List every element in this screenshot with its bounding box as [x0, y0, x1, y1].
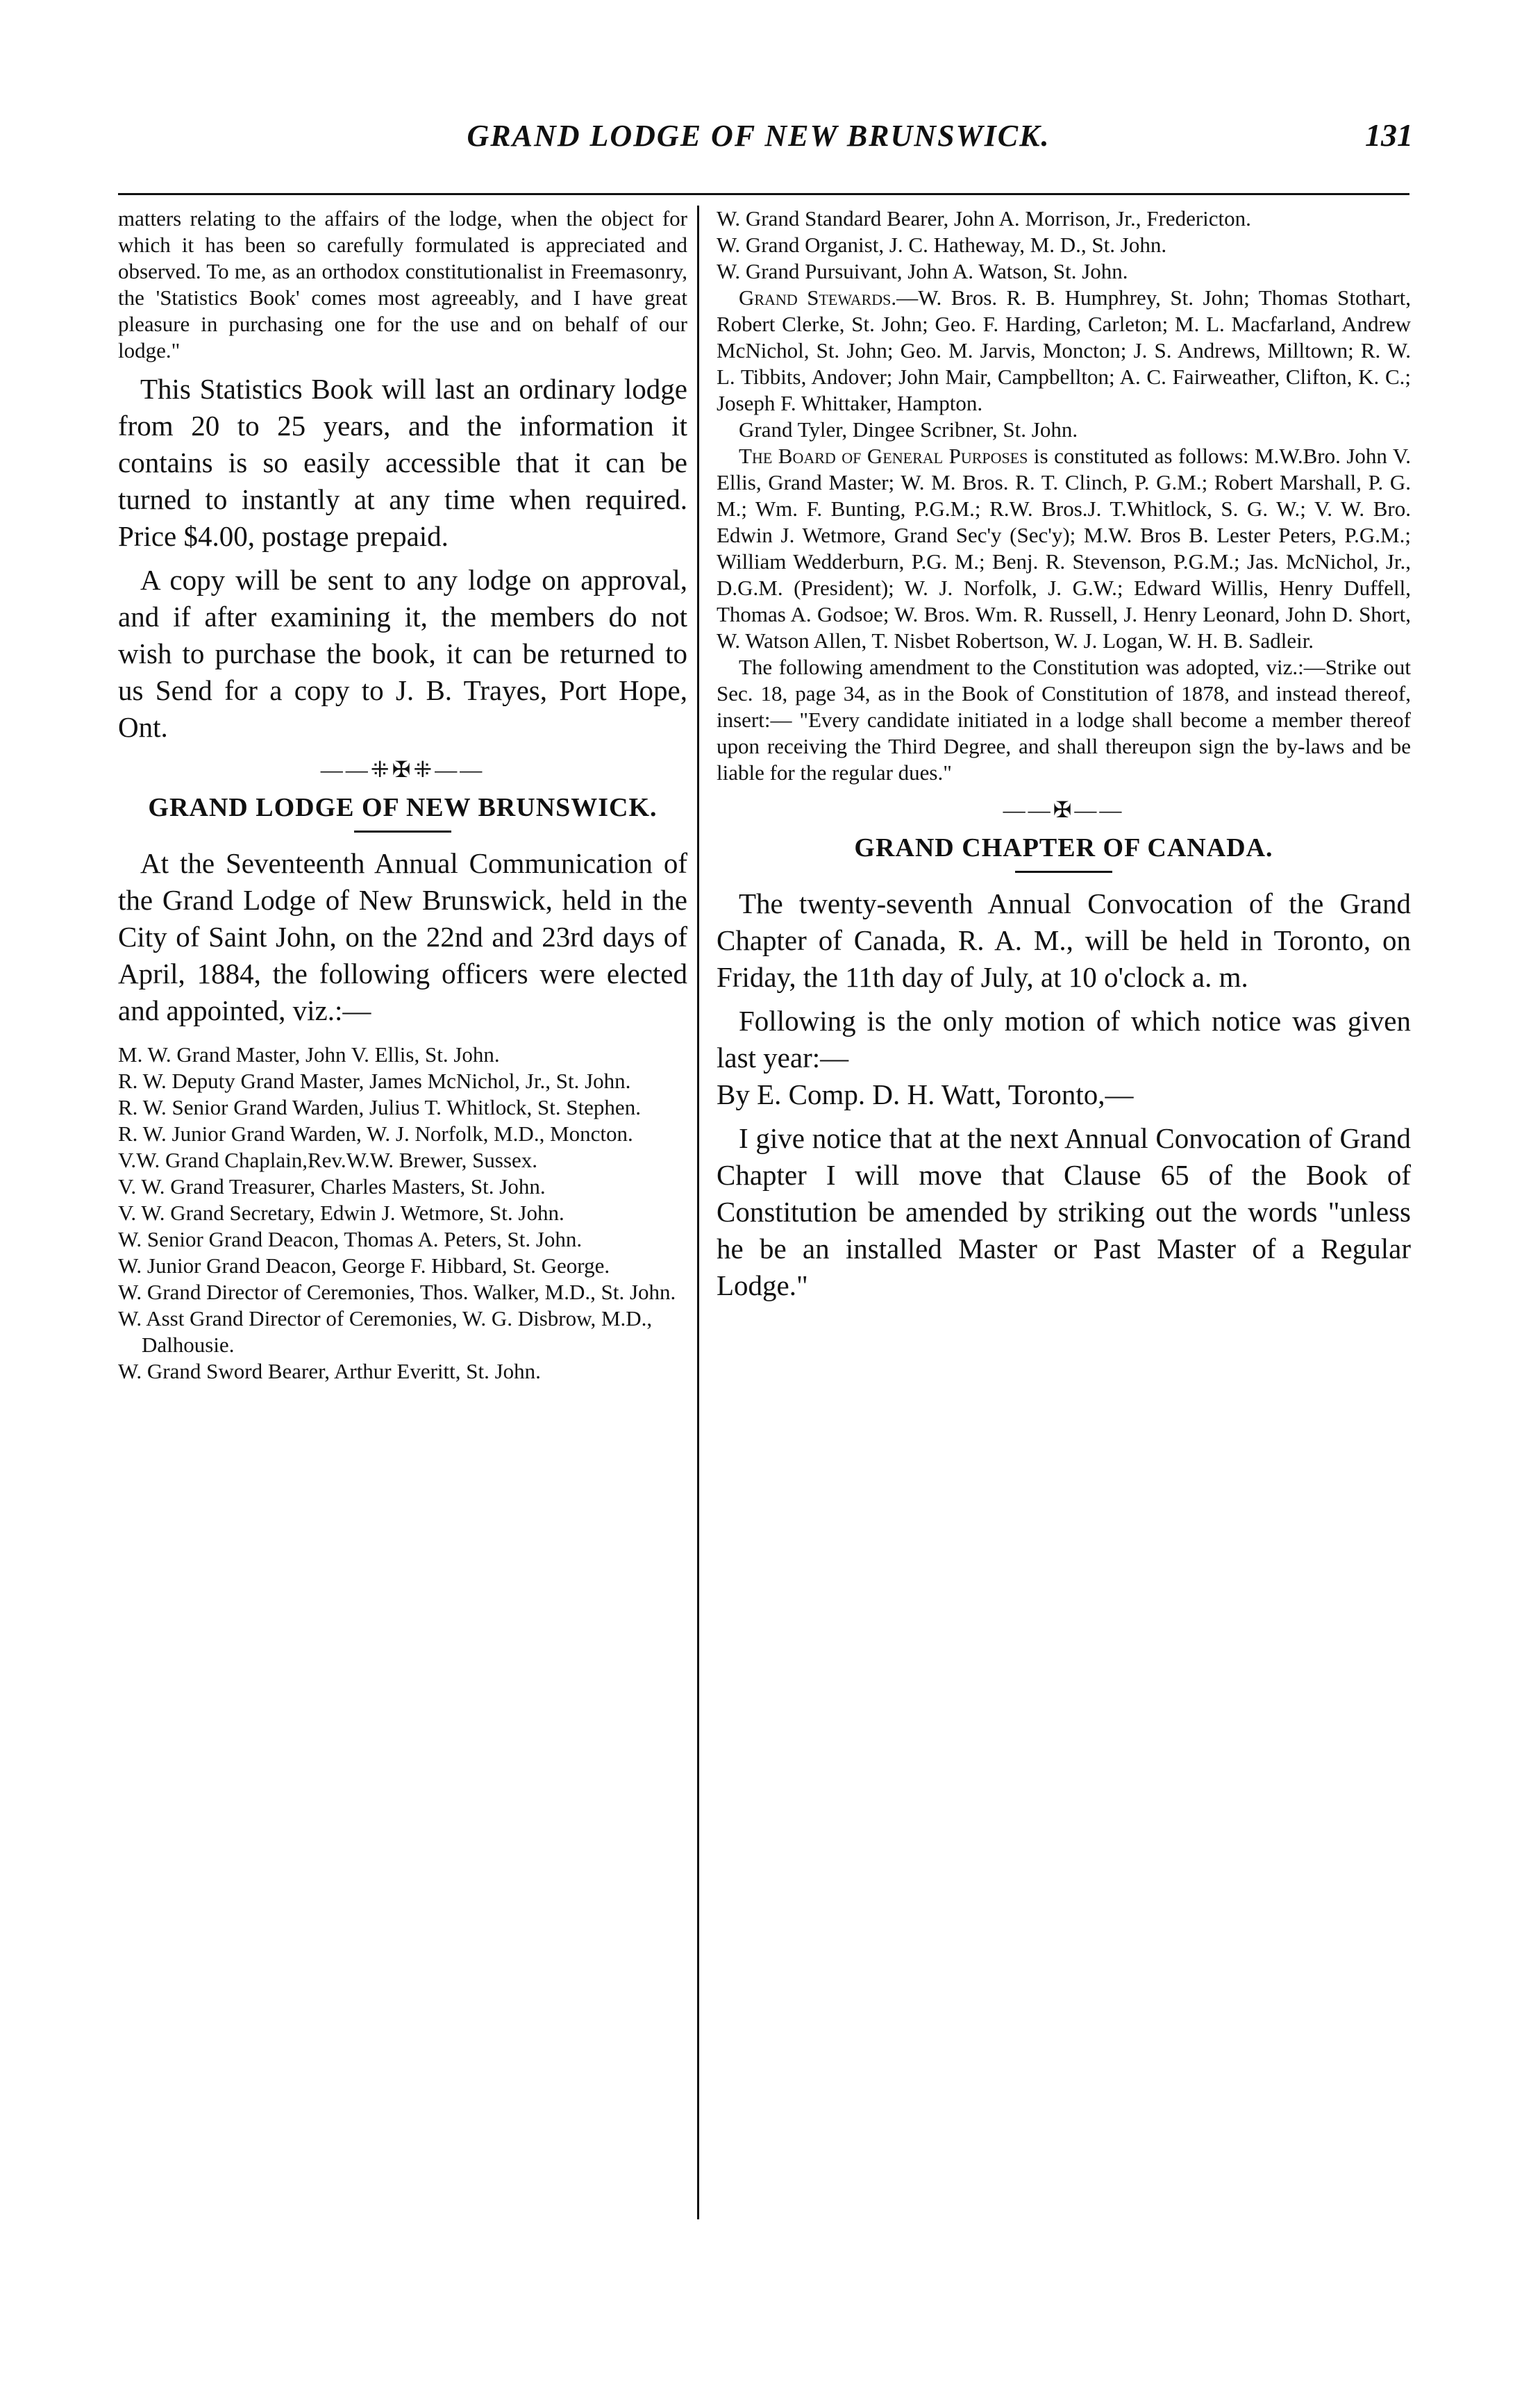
officers-list: [118, 1042, 687, 1385]
communication-paragraph: At the Seventeenth Annual Communication of the Grand Lodge of New Brunswick, held in the City of Saint John, on the 22nd and 23rd days of April, 1884, the following officers were elected and appointed, viz.:—: [118, 847, 687, 1026]
grand-stewards-paragraph: [717, 285, 1411, 417]
intro-quote: matters relating to the affairs of the lodge, when the object for which it has been so carefully formulated is appreciated and observed. To me, as an orthodox constitutionalist in Freemasonry, the 'Statistics Book' comes most agreeably, and I have great pleasure in purchasing one for the use and on behalf of our lodge.": [118, 206, 687, 362]
page-number: 131: [1365, 117, 1413, 153]
board-paragraph: [717, 443, 1411, 654]
motion-paragraph: Following is the only motion of which notice was given last year:—: [717, 1005, 1411, 1074]
ornament-divider: ——⁜✠⁜——: [320, 757, 485, 782]
officer-entry: W. Grand Sword Bearer, Arthur Everitt, St. John.: [118, 1359, 541, 1383]
grand-stewards-label: Grand Stewards.: [739, 285, 897, 310]
officer-entry: R. W. Senior Grand Warden, Julius T. Whitlock, St. Stephen.: [118, 1095, 641, 1119]
convocation-paragraph: The twenty-seventh Annual Convocation of the Grand Chapter of Canada, R. A. M., will be held in Toronto, on Friday, the 11th day of July, at 10 o'clock a. m.: [717, 887, 1411, 993]
officer-entry: W. Grand Organist, J. C. Hatheway, M. D., St. John.: [717, 233, 1167, 257]
header-rule: [118, 193, 1409, 195]
board-text: is constituted as follows: M.W.Bro. John V. Ellis, Grand Master; W. M. Bros. R. T. Clinch, P. G.M.; Robert Marshall, P. G. M.; Wm. F. Bunting, P.G.M.; R.W. Bros.J. T.Whitlock, S. G. W.; V. W. Bro. Edwin J. Wetmore, Grand Sec'y (Sec'y); M.W. Bros B. Lester Peters, P.G.M.; William Wedderburn, P.G. M.; Benj. R. Stevenson, P.G.M.; Jas. McNichol, Jr., D.G.M. (President); W. J. Norfolk, J. G.W.; Edward Willis, Henry Duffell, Thomas A. Godsoe; W. Bros. Wm. R. Russell, J. Henry Leonard, John D. Short, W. Watson Allen, T. Nisbet Robertson, W. J. Logan, W. H. B. Sadleir.: [717, 444, 1411, 653]
heading-rule: [1015, 871, 1112, 873]
section-heading-grand-chapter: GRAND CHAPTER OF CANADA.: [854, 833, 1273, 862]
officer-entry: M. W. Grand Master, John V. Ellis, St. John.: [118, 1042, 500, 1067]
officer-entry: R. W. Junior Grand Warden, W. J. Norfolk, M.D., Moncton.: [118, 1121, 633, 1146]
grand-stewards-text: —W. Bros. R. B. Humphrey, St. John; Thomas Stothart, Robert Clerke, St. John; Geo. F. Harding, Carleton; M. L. Macfarland, Andrew McNichol, St. John; Geo. M. Jarvis, Moncton; J. S. Andrews, Milltown; R. W. L. Tibbits, Andover; John Mair, Campbellton; A. C. Fairweather, Clifton, K. C.; Joseph F. Whittaker, Hampton.: [717, 285, 1412, 415]
grand-tyler: Grand Tyler, Dingee Scribner, St. John.: [739, 417, 1078, 442]
running-title: GRAND LODGE OF NEW BRUNSWICK.: [467, 119, 1051, 153]
officers-list-continued: [717, 206, 1411, 285]
right-column: [717, 206, 1411, 1304]
officer-entry: W. Asst Grand Director of Ceremonies, W. G. Disbrow, M.D., Dalhousie.: [118, 1306, 653, 1357]
officer-entry: W. Grand Standard Bearer, John A. Morrison, Jr., Fredericton.: [717, 206, 1251, 231]
amendment-paragraph: The following amendment to the Constitution was adopted, viz.:—Strike out Sec. 18, page 34, as in the Book of Constitution of 1878, and instead thereof, insert:— "Every candidate initiated in a lodge shall become a member thereof upon receiving the Third Degree, and shall thereupon sign the by-laws and be liable for the regular dues.": [717, 655, 1411, 785]
officer-entry: V.W. Grand Chaplain,Rev.W.W. Brewer, Sussex.: [118, 1148, 538, 1172]
by-line: By E. Comp. D. H. Watt, Toronto,—: [717, 1078, 1134, 1110]
officer-entry: W. Grand Director of Ceremonies, Thos. Walker, M.D., St. John.: [118, 1280, 676, 1304]
officer-entry: V. W. Grand Secretary, Edwin J. Wetmore, St. John.: [118, 1201, 564, 1225]
board-label: The Board of General Purposes: [739, 444, 1028, 468]
left-column: [118, 206, 687, 1385]
section-heading-new-brunswick: GRAND LODGE OF NEW BRUNSWICK.: [148, 793, 658, 822]
officer-entry: W. Senior Grand Deacon, Thomas A. Peters, St. John.: [118, 1227, 583, 1251]
officer-entry: R. W. Deputy Grand Master, James McNichol, Jr., St. John.: [118, 1069, 631, 1093]
column-divider: [697, 206, 699, 2219]
officer-entry: W. Grand Pursuivant, John A. Watson, St. John.: [717, 259, 1128, 283]
ornament-divider: ——✠——: [1003, 797, 1125, 822]
running-header: [104, 111, 1413, 160]
statistics-paragraph: This Statistics Book will last an ordinary lodge from 20 to 25 years, and the information it contains is so easily accessible that it can be turned to instantly at any time when required. Price $4.00, postage prepaid.: [118, 373, 687, 552]
copy-paragraph: A copy will be sent to any lodge on approval, and if after examining it, the members do not wish to purchase the book, it can be returned to us Send for a copy to J. B. Trayes, Port Hope, Ont.: [118, 564, 687, 743]
officer-entry: W. Junior Grand Deacon, George F. Hibbard, St. George.: [118, 1253, 610, 1278]
officer-entry: V. W. Grand Treasurer, Charles Masters, St. John.: [118, 1174, 546, 1199]
notice-paragraph: I give notice that at the next Annual Convocation of Grand Chapter I will move that Clause 65 of the Book of Constitution be amended by striking out the words "unless he be an installed Master or Past Master of a Regular Lodge.": [717, 1122, 1411, 1301]
heading-rule: [354, 831, 451, 833]
